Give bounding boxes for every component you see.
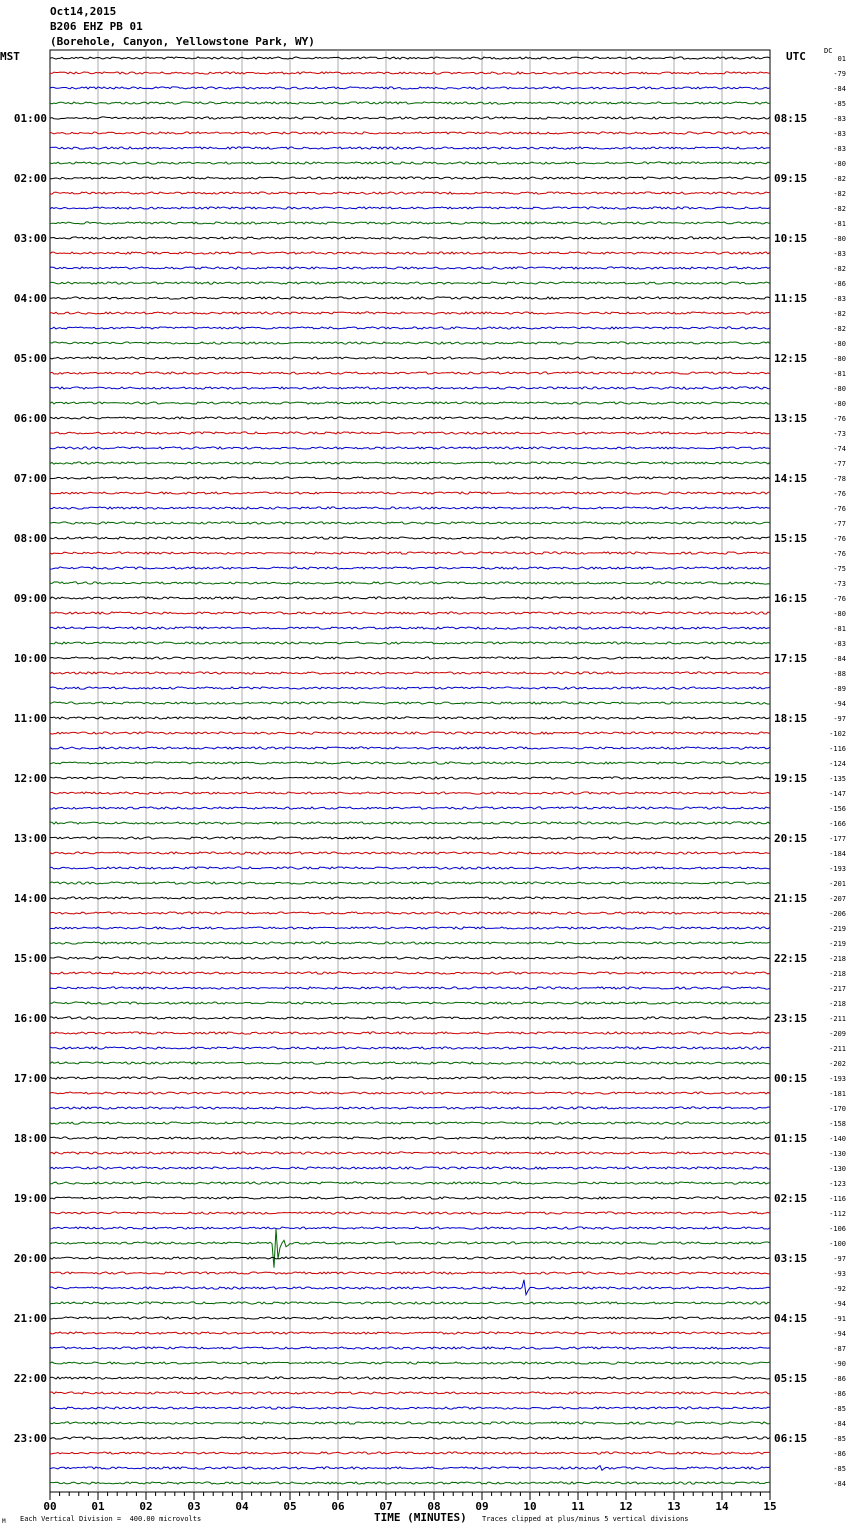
seismic-trace (50, 702, 770, 704)
x-tick-label: 05 (283, 1500, 297, 1513)
utc-hour-label: 18:15 (774, 712, 808, 725)
x-tick-label: 15 (763, 1500, 777, 1513)
seismic-trace (50, 1137, 770, 1139)
seismic-trace (50, 927, 770, 929)
dc-offset-label: -88 (833, 670, 846, 678)
seismic-trace (50, 372, 770, 374)
seismic-trace (50, 432, 770, 434)
dc-offset-label: -87 (833, 1345, 846, 1353)
seismic-trace (50, 1347, 770, 1349)
seismic-trace (50, 582, 770, 584)
utc-hour-label: 02:15 (774, 1192, 808, 1205)
seismic-trace (50, 987, 770, 989)
dc-offset-label: -82 (833, 265, 846, 273)
seismic-trace (50, 1302, 770, 1304)
seismic-trace (50, 567, 770, 569)
seismic-trace (50, 822, 770, 824)
dc-offset-label: -85 (833, 100, 846, 108)
dc-offset-label: -130 (829, 1165, 846, 1173)
dc-offset-label: -112 (829, 1210, 846, 1218)
mst-hour-label: 16:00 (13, 1012, 47, 1025)
seismic-trace (50, 882, 770, 884)
dc-offset-label: -201 (829, 880, 846, 888)
utc-hour-label: 06:15 (774, 1432, 808, 1445)
dc-offset-label: -85 (833, 1435, 846, 1443)
x-tick-label: 12 (619, 1500, 633, 1513)
dc-offset-label: -147 (829, 790, 846, 798)
dc-offset-label: -84 (833, 1480, 846, 1488)
utc-hour-label: 20:15 (774, 832, 808, 845)
dc-offset-label: -106 (829, 1225, 846, 1233)
seismic-trace (50, 462, 770, 464)
seismic-trace (50, 792, 770, 794)
dc-offset-label: -193 (829, 865, 846, 873)
dc-offset-label: -83 (833, 295, 846, 303)
mst-hour-label: 10:00 (13, 652, 47, 665)
dc-offset-label: -84 (833, 655, 846, 663)
dc-offset-label: -166 (829, 820, 846, 828)
dc-offset-label: -86 (833, 1390, 846, 1398)
dc-offset-label: 01 (837, 55, 846, 63)
mst-hour-label: 11:00 (13, 712, 47, 725)
mst-hour-label: 23:00 (13, 1432, 47, 1445)
seismic-trace (50, 777, 770, 779)
utc-hour-label: 16:15 (774, 592, 808, 605)
dc-offset-label: -218 (829, 955, 846, 963)
seismic-trace (50, 402, 770, 404)
dc-offset-label: -206 (829, 910, 846, 918)
x-tick-label: 07 (379, 1500, 393, 1513)
dc-offset-label: -130 (829, 1150, 846, 1158)
dc-offset-label: -170 (829, 1105, 846, 1113)
vertical-division-note: Each Vertical Division = 400.00 microvolts (20, 1515, 202, 1523)
dc-offset-label: -202 (829, 1060, 846, 1068)
seismic-trace (50, 732, 770, 734)
dc-offset-label: -184 (829, 850, 846, 858)
seismic-trace (50, 222, 770, 224)
dc-offset-label: -86 (833, 1450, 846, 1458)
utc-hour-label: 19:15 (774, 772, 808, 785)
dc-offset-label: -211 (829, 1045, 846, 1053)
utc-hour-label: 05:15 (774, 1372, 808, 1385)
dc-offset-label: -94 (833, 1300, 846, 1308)
clip-note: Traces clipped at plus/minus 5 vertical divisions (482, 1515, 689, 1523)
x-tick-label: 09 (475, 1500, 489, 1513)
x-tick-label: 10 (523, 1500, 537, 1513)
utc-hour-label: 12:15 (774, 352, 808, 365)
dc-offset-label: -156 (829, 805, 846, 813)
mst-hour-label: 19:00 (13, 1192, 47, 1205)
x-tick-label: 13 (667, 1500, 681, 1513)
seismic-trace (50, 1280, 770, 1295)
mst-hour-label: 01:00 (13, 112, 47, 125)
dc-offset-label: -116 (829, 745, 846, 753)
x-tick-label: 14 (715, 1500, 729, 1513)
utc-hour-label: 14:15 (774, 472, 808, 485)
utc-hour-label: 10:15 (774, 232, 808, 245)
dc-offset-label: -86 (833, 1375, 846, 1383)
dc-offset-label: -76 (833, 550, 846, 558)
dc-offset-label: -93 (833, 1270, 846, 1278)
seismic-trace (50, 1227, 770, 1229)
dc-offset-label: -76 (833, 595, 846, 603)
dc-offset-label: -102 (829, 730, 846, 738)
seismic-trace (50, 1167, 770, 1169)
mst-hour-label: 21:00 (13, 1312, 47, 1325)
dc-offset-label: -74 (833, 445, 846, 453)
seismic-trace (50, 1407, 770, 1409)
dc-offset-label: -78 (833, 475, 846, 483)
seismic-trace (50, 282, 770, 284)
seismic-trace (50, 252, 770, 254)
seismic-trace (50, 1452, 770, 1454)
seismic-trace (50, 1362, 770, 1364)
seismic-trace (50, 957, 770, 959)
mst-hour-label: 02:00 (13, 172, 47, 185)
mst-hour-label: 20:00 (13, 1252, 47, 1265)
seismic-trace (50, 342, 770, 344)
utc-hour-label: 03:15 (774, 1252, 808, 1265)
dc-offset-label: -124 (829, 760, 846, 768)
seismic-trace (50, 807, 770, 809)
utc-axis-label: UTC (786, 50, 806, 63)
seismic-trace (50, 912, 770, 914)
dc-offset-label: -81 (833, 625, 846, 633)
seismic-trace (50, 837, 770, 839)
x-tick-label: 01 (91, 1500, 105, 1513)
x-tick-label: 02 (139, 1500, 153, 1513)
seismic-trace (50, 1077, 770, 1079)
dc-offset-label: -75 (833, 565, 846, 573)
dc-offset-label: -100 (829, 1240, 846, 1248)
seismic-trace (50, 507, 770, 509)
seismic-trace (50, 972, 770, 974)
dc-offset-label: -211 (829, 1015, 846, 1023)
dc-offset-label: -81 (833, 370, 846, 378)
utc-hour-label: 13:15 (774, 412, 808, 425)
plot-date: Oct14,2015 (50, 5, 117, 18)
seismic-trace (50, 192, 770, 194)
seismic-trace (50, 57, 770, 59)
seismic-trace (50, 447, 770, 449)
mst-hour-label: 09:00 (13, 592, 47, 605)
utc-hour-label: 17:15 (774, 652, 808, 665)
dc-offset-label: -82 (833, 325, 846, 333)
dc-offset-label: -77 (833, 520, 846, 528)
utc-hour-label: 21:15 (774, 892, 808, 905)
mst-hour-label: 03:00 (13, 232, 47, 245)
seismic-trace (50, 1152, 770, 1154)
dc-offset-label: -82 (833, 175, 846, 183)
dc-offset-label: -158 (829, 1120, 846, 1128)
seismic-trace (50, 1229, 770, 1268)
dc-offset-label: -80 (833, 610, 846, 618)
dc-offset-label: -79 (833, 70, 846, 78)
dc-offset-label: -84 (833, 1420, 846, 1428)
dc-offset-label: -80 (833, 385, 846, 393)
seismic-trace (50, 1107, 770, 1109)
seismic-trace (50, 597, 770, 599)
utc-hour-label: 08:15 (774, 112, 808, 125)
seismic-trace (50, 1377, 770, 1379)
mst-hour-label: 13:00 (13, 832, 47, 845)
dc-offset-label: -80 (833, 340, 846, 348)
seismic-trace (50, 537, 770, 539)
seismic-trace (50, 1017, 770, 1019)
seismic-trace (50, 297, 770, 299)
seismic-trace (50, 1332, 770, 1334)
dc-offset-label: -80 (833, 355, 846, 363)
seismic-trace (50, 1062, 770, 1064)
seismic-trace (50, 1257, 770, 1259)
seismic-trace (50, 747, 770, 749)
dc-offset-label: -86 (833, 280, 846, 288)
x-tick-label: 11 (571, 1500, 585, 1513)
x-tick-label: 08 (427, 1500, 441, 1513)
dc-offset-label: -81 (833, 220, 846, 228)
utc-hour-label: 11:15 (774, 292, 808, 305)
seismic-trace (50, 1197, 770, 1199)
dc-offset-label: -140 (829, 1135, 846, 1143)
seismic-trace (50, 132, 770, 134)
dc-offset-label: -193 (829, 1075, 846, 1083)
x-tick-label: 03 (187, 1500, 201, 1513)
dc-offset-label: -181 (829, 1090, 846, 1098)
seismic-trace (50, 1002, 770, 1004)
mst-hour-label: 14:00 (13, 892, 47, 905)
mst-hour-label: 18:00 (13, 1132, 47, 1145)
seismic-trace (50, 237, 770, 239)
seismic-trace (50, 162, 770, 164)
seismic-trace (50, 657, 770, 659)
seismic-trace (50, 102, 770, 104)
dc-offset-label: -84 (833, 85, 846, 93)
seismic-trace (50, 207, 770, 209)
seismic-trace (50, 852, 770, 854)
seismic-trace (50, 1092, 770, 1094)
seismic-trace (50, 672, 770, 674)
dc-offset-label: -89 (833, 685, 846, 693)
seismic-trace (50, 492, 770, 494)
dc-offset-label: -97 (833, 1255, 846, 1263)
seismic-trace (50, 1032, 770, 1034)
dc-offset-label: -209 (829, 1030, 846, 1038)
utc-hour-label: 01:15 (774, 1132, 808, 1145)
x-tick-label: 00 (43, 1500, 57, 1513)
x-axis-title: TIME (MINUTES) (374, 1511, 467, 1524)
dc-offset-label: -82 (833, 205, 846, 213)
plot-frame (50, 50, 770, 1492)
dc-offset-label: -80 (833, 400, 846, 408)
seismic-trace (50, 1392, 770, 1394)
seismic-trace (50, 687, 770, 689)
seismic-trace (50, 1212, 770, 1214)
seismic-trace (50, 1422, 770, 1424)
dc-offset-label: -85 (833, 1465, 846, 1473)
mst-hour-label: 17:00 (13, 1072, 47, 1085)
dc-offset-label: -82 (833, 310, 846, 318)
dc-offset-label: -82 (833, 190, 846, 198)
mst-hour-label: 22:00 (13, 1372, 47, 1385)
utc-hour-label: 04:15 (774, 1312, 808, 1325)
station-location: (Borehole, Canyon, Yellowstone Park, WY) (50, 35, 315, 48)
seismic-trace (50, 327, 770, 329)
dc-offset-label: -97 (833, 715, 846, 723)
seismic-trace (50, 762, 770, 764)
seismic-trace (50, 627, 770, 629)
seismic-trace (50, 612, 770, 614)
dc-offset-label: -218 (829, 970, 846, 978)
seismic-trace (50, 1466, 770, 1471)
dc-offset-label: -77 (833, 460, 846, 468)
seismic-trace (50, 642, 770, 644)
seismic-trace (50, 87, 770, 89)
seismic-trace (50, 72, 770, 74)
mst-hour-label: 15:00 (13, 952, 47, 965)
seismic-trace (50, 897, 770, 899)
utc-hour-label: 00:15 (774, 1072, 808, 1085)
utc-hour-label: 23:15 (774, 1012, 808, 1025)
utc-hour-label: 22:15 (774, 952, 808, 965)
mst-axis-label: MST (0, 50, 20, 63)
seismic-trace (50, 1047, 770, 1049)
dc-offset-label: -80 (833, 235, 846, 243)
dc-offset-label: -219 (829, 925, 846, 933)
x-tick-label: 06 (331, 1500, 345, 1513)
seismic-trace (50, 177, 770, 179)
dc-offset-label: -76 (833, 535, 846, 543)
seismic-trace (50, 312, 770, 314)
seismic-trace (50, 1482, 770, 1484)
seismic-trace (50, 1317, 770, 1319)
dc-offset-label: -80 (833, 160, 846, 168)
seismic-trace (50, 417, 770, 419)
seismic-trace (50, 147, 770, 149)
dc-offset-label: -83 (833, 145, 846, 153)
dc-offset-label: -83 (833, 640, 846, 648)
mst-hour-label: 08:00 (13, 532, 47, 545)
dc-offset-label: -135 (829, 775, 846, 783)
seismic-trace (50, 117, 770, 119)
corner-mark: M (2, 1518, 6, 1525)
seismic-trace (50, 522, 770, 524)
seismic-trace (50, 867, 770, 869)
dc-offset-label: -85 (833, 1405, 846, 1413)
seismic-trace (50, 1437, 770, 1439)
dc-offset-label: -83 (833, 130, 846, 138)
dc-offset-label: -219 (829, 940, 846, 948)
utc-hour-label: 09:15 (774, 172, 808, 185)
mst-hour-label: 07:00 (13, 472, 47, 485)
dc-offset-label: -94 (833, 1330, 846, 1338)
dc-offset-label: -123 (829, 1180, 846, 1188)
dc-offset-label: -76 (833, 415, 846, 423)
dc-offset-label: -73 (833, 580, 846, 588)
dc-offset-label: -218 (829, 1000, 846, 1008)
dc-offset-label: -207 (829, 895, 846, 903)
seismic-trace (50, 357, 770, 359)
x-tick-label: 04 (235, 1500, 249, 1513)
seismic-trace (50, 267, 770, 269)
dc-offset-label: -76 (833, 505, 846, 513)
dc-offset-label: -73 (833, 430, 846, 438)
mst-hour-label: 04:00 (13, 292, 47, 305)
seismic-trace (50, 552, 770, 554)
dc-offset-label: -90 (833, 1360, 846, 1368)
dc-offset-label: -76 (833, 490, 846, 498)
seismic-trace (50, 387, 770, 389)
dc-offset-label: -94 (833, 700, 846, 708)
station-code: B206 EHZ PB 01 (50, 20, 143, 33)
dc-offset-label: -92 (833, 1285, 846, 1293)
seismic-trace (50, 1272, 770, 1274)
dc-offset-label: -177 (829, 835, 846, 843)
seismic-trace (50, 1122, 770, 1124)
mst-hour-label: 05:00 (13, 352, 47, 365)
dc-offset-label: -217 (829, 985, 846, 993)
dc-offset-label: -91 (833, 1315, 846, 1323)
utc-hour-label: 15:15 (774, 532, 808, 545)
seismic-trace (50, 717, 770, 719)
dc-axis-label: DC (824, 47, 833, 55)
seismic-trace (50, 477, 770, 479)
dc-offset-label: -116 (829, 1195, 846, 1203)
mst-hour-label: 06:00 (13, 412, 47, 425)
seismic-trace (50, 1182, 770, 1184)
mst-hour-label: 12:00 (13, 772, 47, 785)
dc-offset-label: -83 (833, 115, 846, 123)
dc-offset-label: -83 (833, 250, 846, 258)
seismic-trace (50, 942, 770, 944)
